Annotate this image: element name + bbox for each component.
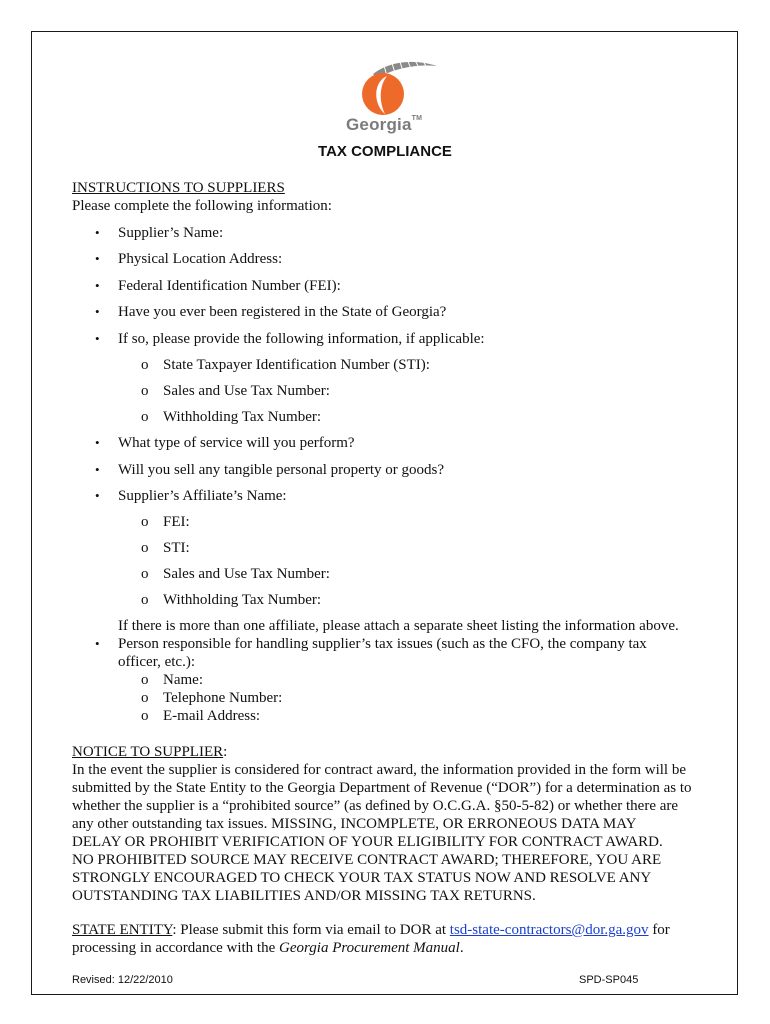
notice-line: DELAY OR PROHIBIT VERIFICATION OF YOUR ELIGIBILITY FOR CONTRACT AWARD. bbox=[72, 834, 663, 850]
sub-bullet-icon: o bbox=[141, 708, 149, 724]
sub-bullet-icon: o bbox=[141, 409, 149, 425]
notice-line: any other outstanding tax issues. MISSING, INCOMPLETE, OR ERRONEOUS DATA MAY bbox=[72, 816, 637, 832]
field-label-affiliate-name: Supplier’s Affiliate’s Name: bbox=[118, 488, 287, 504]
bullet-icon: • bbox=[95, 251, 100, 266]
field-label-email: E-mail Address: bbox=[163, 708, 261, 724]
bullet-icon: • bbox=[95, 331, 100, 346]
notice-line: STRONGLY ENCOURAGED TO CHECK YOUR TAX STATUS NOW AND RESOLVE ANY bbox=[72, 870, 652, 886]
notice-line: NO PROHIBITED SOURCE MAY RECEIVE CONTRACT AWARD; THEREFORE, YOU ARE bbox=[72, 852, 662, 868]
field-label-sales-use-tax: Sales and Use Tax Number: bbox=[163, 383, 330, 399]
sub-bullet-icon: o bbox=[141, 514, 149, 530]
sub-bullet-icon: o bbox=[141, 540, 149, 556]
notice-colon: : bbox=[223, 744, 228, 760]
sub-bullet-icon: o bbox=[141, 383, 149, 399]
bullet-icon: • bbox=[95, 278, 100, 293]
field-label-telephone: Telephone Number: bbox=[163, 690, 283, 706]
state-entity-period: . bbox=[459, 940, 464, 956]
state-entity-text: : Please submit this form via email to DOR at bbox=[172, 922, 450, 938]
sub-bullet-icon: o bbox=[141, 566, 149, 582]
georgia-logo-text: Georgia™ bbox=[346, 115, 423, 134]
page-title: TAX COMPLIANCE bbox=[318, 143, 452, 160]
bullet-icon: • bbox=[95, 636, 100, 651]
procurement-manual-title: Georgia Procurement Manual bbox=[279, 940, 460, 956]
notice-line: submitted by the State Entity to the Georgia Department of Revenue (“DOR”) for a determination as to bbox=[72, 780, 692, 796]
sub-bullet-icon: o bbox=[141, 592, 149, 608]
field-label-registered-georgia: Have you ever been registered in the State of Georgia? bbox=[118, 304, 447, 320]
notice-section bbox=[72, 743, 702, 905]
field-label-withholding-tax: Withholding Tax Number: bbox=[163, 409, 322, 425]
notice-line: In the event the supplier is considered for contract award, the information provided in the form will be bbox=[72, 762, 686, 778]
state-entity-line2: processing in accordance with the bbox=[72, 940, 280, 956]
field-label-tangible-property: Will you sell any tangible personal property or goods? bbox=[118, 462, 444, 478]
form-code: SPD-SP045 bbox=[579, 974, 639, 986]
instructions-intro: Please complete the following information: bbox=[72, 198, 332, 214]
field-label-supplier-name: Supplier’s Name: bbox=[118, 225, 224, 241]
field-label-affiliate-withholding-tax: Withholding Tax Number: bbox=[163, 592, 322, 608]
field-label-responsible-person: Person responsible for handling supplier’s tax issues (such as the CFO, the company tax bbox=[118, 636, 647, 652]
revised-date: Revised: 12/22/2010 bbox=[72, 974, 173, 986]
bullet-icon: • bbox=[95, 488, 100, 503]
state-entity-text-end: for bbox=[648, 922, 670, 938]
bullet-icon: • bbox=[95, 225, 100, 240]
field-label-affiliate-sti: STI: bbox=[163, 540, 190, 556]
affiliate-note: If there is more than one affiliate, please attach a separate sheet listing the information above. bbox=[118, 618, 679, 634]
notice-heading: NOTICE TO SUPPLIER bbox=[72, 744, 224, 760]
state-entity-section bbox=[72, 921, 702, 957]
responsible-person-cont: officer, etc.): bbox=[118, 654, 195, 670]
field-label-fei: Federal Identification Number (FEI): bbox=[118, 278, 341, 294]
bullet-icon: • bbox=[95, 435, 100, 450]
sub-bullet-icon: o bbox=[141, 357, 149, 373]
field-label-affiliate-sales-use-tax: Sales and Use Tax Number: bbox=[163, 566, 330, 582]
bullet-icon: • bbox=[95, 462, 100, 477]
field-label-service-type: What type of service will you perform? bbox=[118, 435, 355, 451]
field-label-affiliate-fei: FEI: bbox=[163, 514, 190, 530]
sub-bullet-icon: o bbox=[141, 672, 149, 688]
sub-bullet-icon: o bbox=[141, 690, 149, 706]
field-label-contact-name: Name: bbox=[163, 672, 203, 688]
notice-line: OUTSTANDING TAX LIABILITIES AND/OR MISSING TAX RETURNS. bbox=[72, 888, 536, 904]
instructions-heading: INSTRUCTIONS TO SUPPLIERS bbox=[72, 180, 285, 196]
field-label-sti: State Taxpayer Identification Number (STI): bbox=[163, 357, 430, 373]
field-label-if-so: If so, please provide the following information, if applicable: bbox=[118, 331, 485, 347]
dor-email-link[interactable]: tsd-state-contractors@dor.ga.gov bbox=[449, 922, 649, 938]
bullet-icon: • bbox=[95, 304, 100, 319]
state-entity-heading: STATE ENTITY bbox=[72, 922, 173, 938]
notice-line: whether the supplier is a “prohibited source” (as defined by O.C.G.A. §50-5-82) or whether there are bbox=[72, 798, 679, 814]
field-label-physical-address: Physical Location Address: bbox=[118, 251, 283, 267]
